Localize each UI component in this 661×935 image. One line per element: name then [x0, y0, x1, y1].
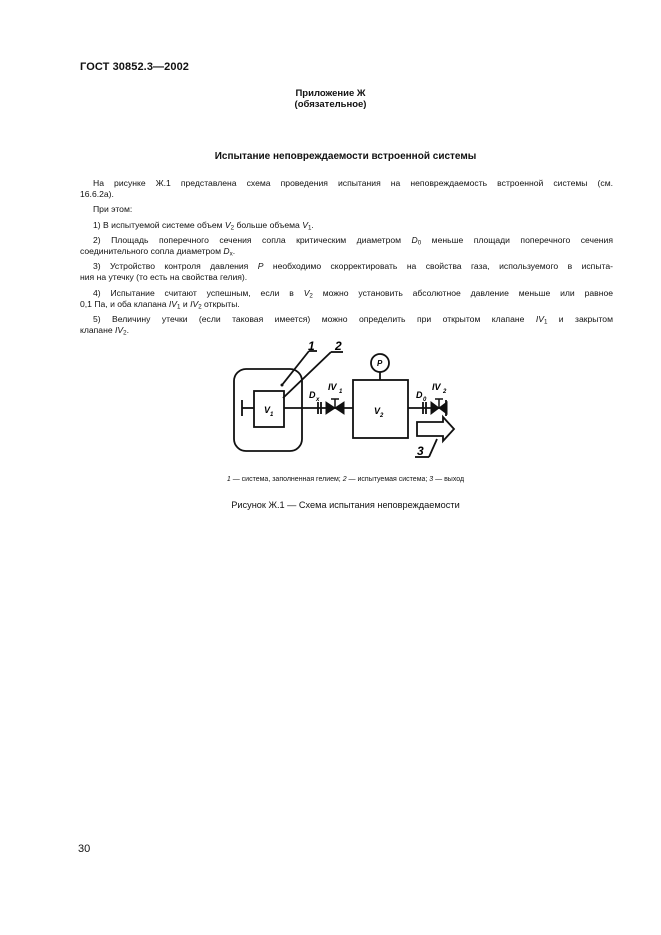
subscript: 1: [543, 318, 548, 326]
figure-caption: Рисунок Ж.1 — Схема испытания неповреждаемости: [231, 500, 460, 510]
text-run: .: [126, 325, 129, 336]
callout-1-dot: [281, 384, 284, 387]
text-run: соединительного сопла диаметром: [80, 246, 224, 257]
section-title: Испытание неповреждаемости встроенной системы: [214, 151, 477, 162]
legend-text: — испытуемая система;: [346, 476, 430, 483]
appendix-title: Приложение Ж: [295, 88, 366, 99]
text-run: можно установить абсолютное давление меньше или равное: [312, 287, 613, 298]
body-text: [80, 178, 613, 336]
subscript: 2: [230, 224, 235, 232]
subscript: 2: [309, 292, 313, 300]
callout-3-label: 3: [417, 444, 424, 458]
text-run: больше объема: [234, 219, 303, 230]
paragraph-1-line-1: На рисунке Ж.1 представлена схема проведения испытания на неповреждаемость встроенной системы (см.: [93, 178, 613, 188]
volume-v1-label: V: [264, 405, 271, 415]
appendix-heading: [0, 88, 661, 110]
valve-iv1-left: [326, 402, 335, 414]
subscript: x: [229, 250, 233, 258]
text-run: 2) Площадь поперечного сечения сопла критическим диаметром: [93, 234, 412, 245]
paragraph-3: [80, 220, 613, 231]
test-scheme-figure: [225, 336, 465, 466]
text-run: 4) Испытание считают успешным, если в: [93, 287, 304, 298]
subscript: 0: [417, 239, 422, 247]
legend-number: 3: [429, 476, 434, 483]
paragraph-4-continuation: [80, 246, 613, 257]
volume-v1-subscript: 1: [270, 412, 274, 418]
text-run: 1) В испытуемой системе объем: [93, 219, 225, 230]
paragraph-5-continuation: [80, 272, 613, 283]
text-run: клапане: [80, 325, 115, 336]
paragraph-5: [80, 261, 613, 272]
appendix-subtitle: (обязательное): [294, 99, 367, 110]
symbol-v: V: [224, 219, 231, 230]
volume-v2-label: V: [374, 406, 381, 416]
subscript: 2: [198, 303, 202, 311]
text-run: 5) Величину утечки (если таковая имеется) можно определить при открытом клапане: [93, 314, 536, 325]
nozzle-d0-label: D: [416, 390, 423, 400]
valve-iv1-right: [335, 402, 344, 414]
text-run: открыты.: [201, 298, 240, 309]
text-run: .: [232, 246, 236, 257]
paragraph-1: [80, 178, 613, 189]
text-run: .: [311, 219, 314, 230]
paragraph-6-continuation: [80, 299, 613, 310]
document-header: ГОСТ 30852.3—2002: [80, 61, 190, 73]
symbol-iv: IV: [535, 314, 544, 325]
text-run: и закрытом: [547, 314, 613, 325]
nozzle-d0-subscript: 0: [423, 397, 427, 403]
valve-iv1-subscript: 1: [339, 389, 343, 395]
text-run: 3) Устройство контроля давления: [93, 261, 258, 272]
valve-iv1-label: IV: [328, 382, 337, 392]
callout-2-label: 2: [335, 339, 342, 353]
figure-legend: [0, 476, 661, 483]
text-run: ния на утечку (то есть на свойства гелия).: [80, 272, 248, 283]
paragraph-7-continuation: [80, 325, 613, 336]
nozzle-dx-label: D: [309, 390, 316, 400]
volume-v2-outline: [353, 380, 408, 438]
text-run: необходимо скорректировать на свойства газа, используемого в испыта-: [263, 261, 613, 272]
test-scheme-diagram: [225, 336, 465, 466]
legend-number: 2: [342, 476, 347, 483]
volume-v2-subscript: 2: [380, 413, 384, 419]
callout-3-leader: [429, 439, 437, 457]
paragraph-2: [80, 204, 613, 215]
valve-iv2-left: [431, 402, 439, 414]
pressure-gauge-label: P: [377, 359, 383, 368]
nozzle-dx-subscript: x: [316, 397, 320, 403]
symbol-iv: IV: [168, 298, 178, 309]
text-run: меньше площади поперечного сечения: [421, 234, 613, 245]
callout-1-leader: [282, 351, 309, 385]
symbol-p: P: [257, 261, 264, 272]
paragraph-6: [80, 288, 613, 299]
legend-number: 1: [226, 476, 231, 483]
symbol-iv: IV: [115, 325, 124, 336]
paragraph-1-line-2: 16.6.2а).: [80, 189, 114, 200]
symbol-v: V: [303, 287, 310, 298]
valve-iv2-right: [439, 402, 447, 414]
text-run: 0,1 Па, и оба клапана: [80, 298, 169, 309]
legend-text: — система, заполненная гелием;: [230, 476, 343, 483]
legend-text: — выход: [433, 476, 465, 483]
symbol-v: V: [302, 219, 308, 230]
paragraph-1-continuation: [80, 189, 613, 200]
outlet-arrow: [417, 417, 454, 441]
valve-iv2-label: IV: [432, 382, 441, 392]
paragraph-7: [80, 314, 613, 325]
callout-1-label: 1: [308, 339, 315, 353]
subscript: 1: [177, 303, 181, 311]
symbol-iv: IV: [190, 298, 199, 309]
symbol-d: D: [223, 246, 230, 257]
subscript: 1: [307, 224, 312, 232]
valve-iv2-subscript: 2: [443, 389, 447, 395]
text-run: и: [180, 298, 191, 309]
paragraph-4: [80, 235, 613, 246]
page-number: 30: [78, 843, 91, 855]
paragraph-2-text: При этом:: [93, 204, 133, 215]
subscript: 2: [123, 329, 127, 337]
symbol-d: D: [411, 234, 418, 245]
